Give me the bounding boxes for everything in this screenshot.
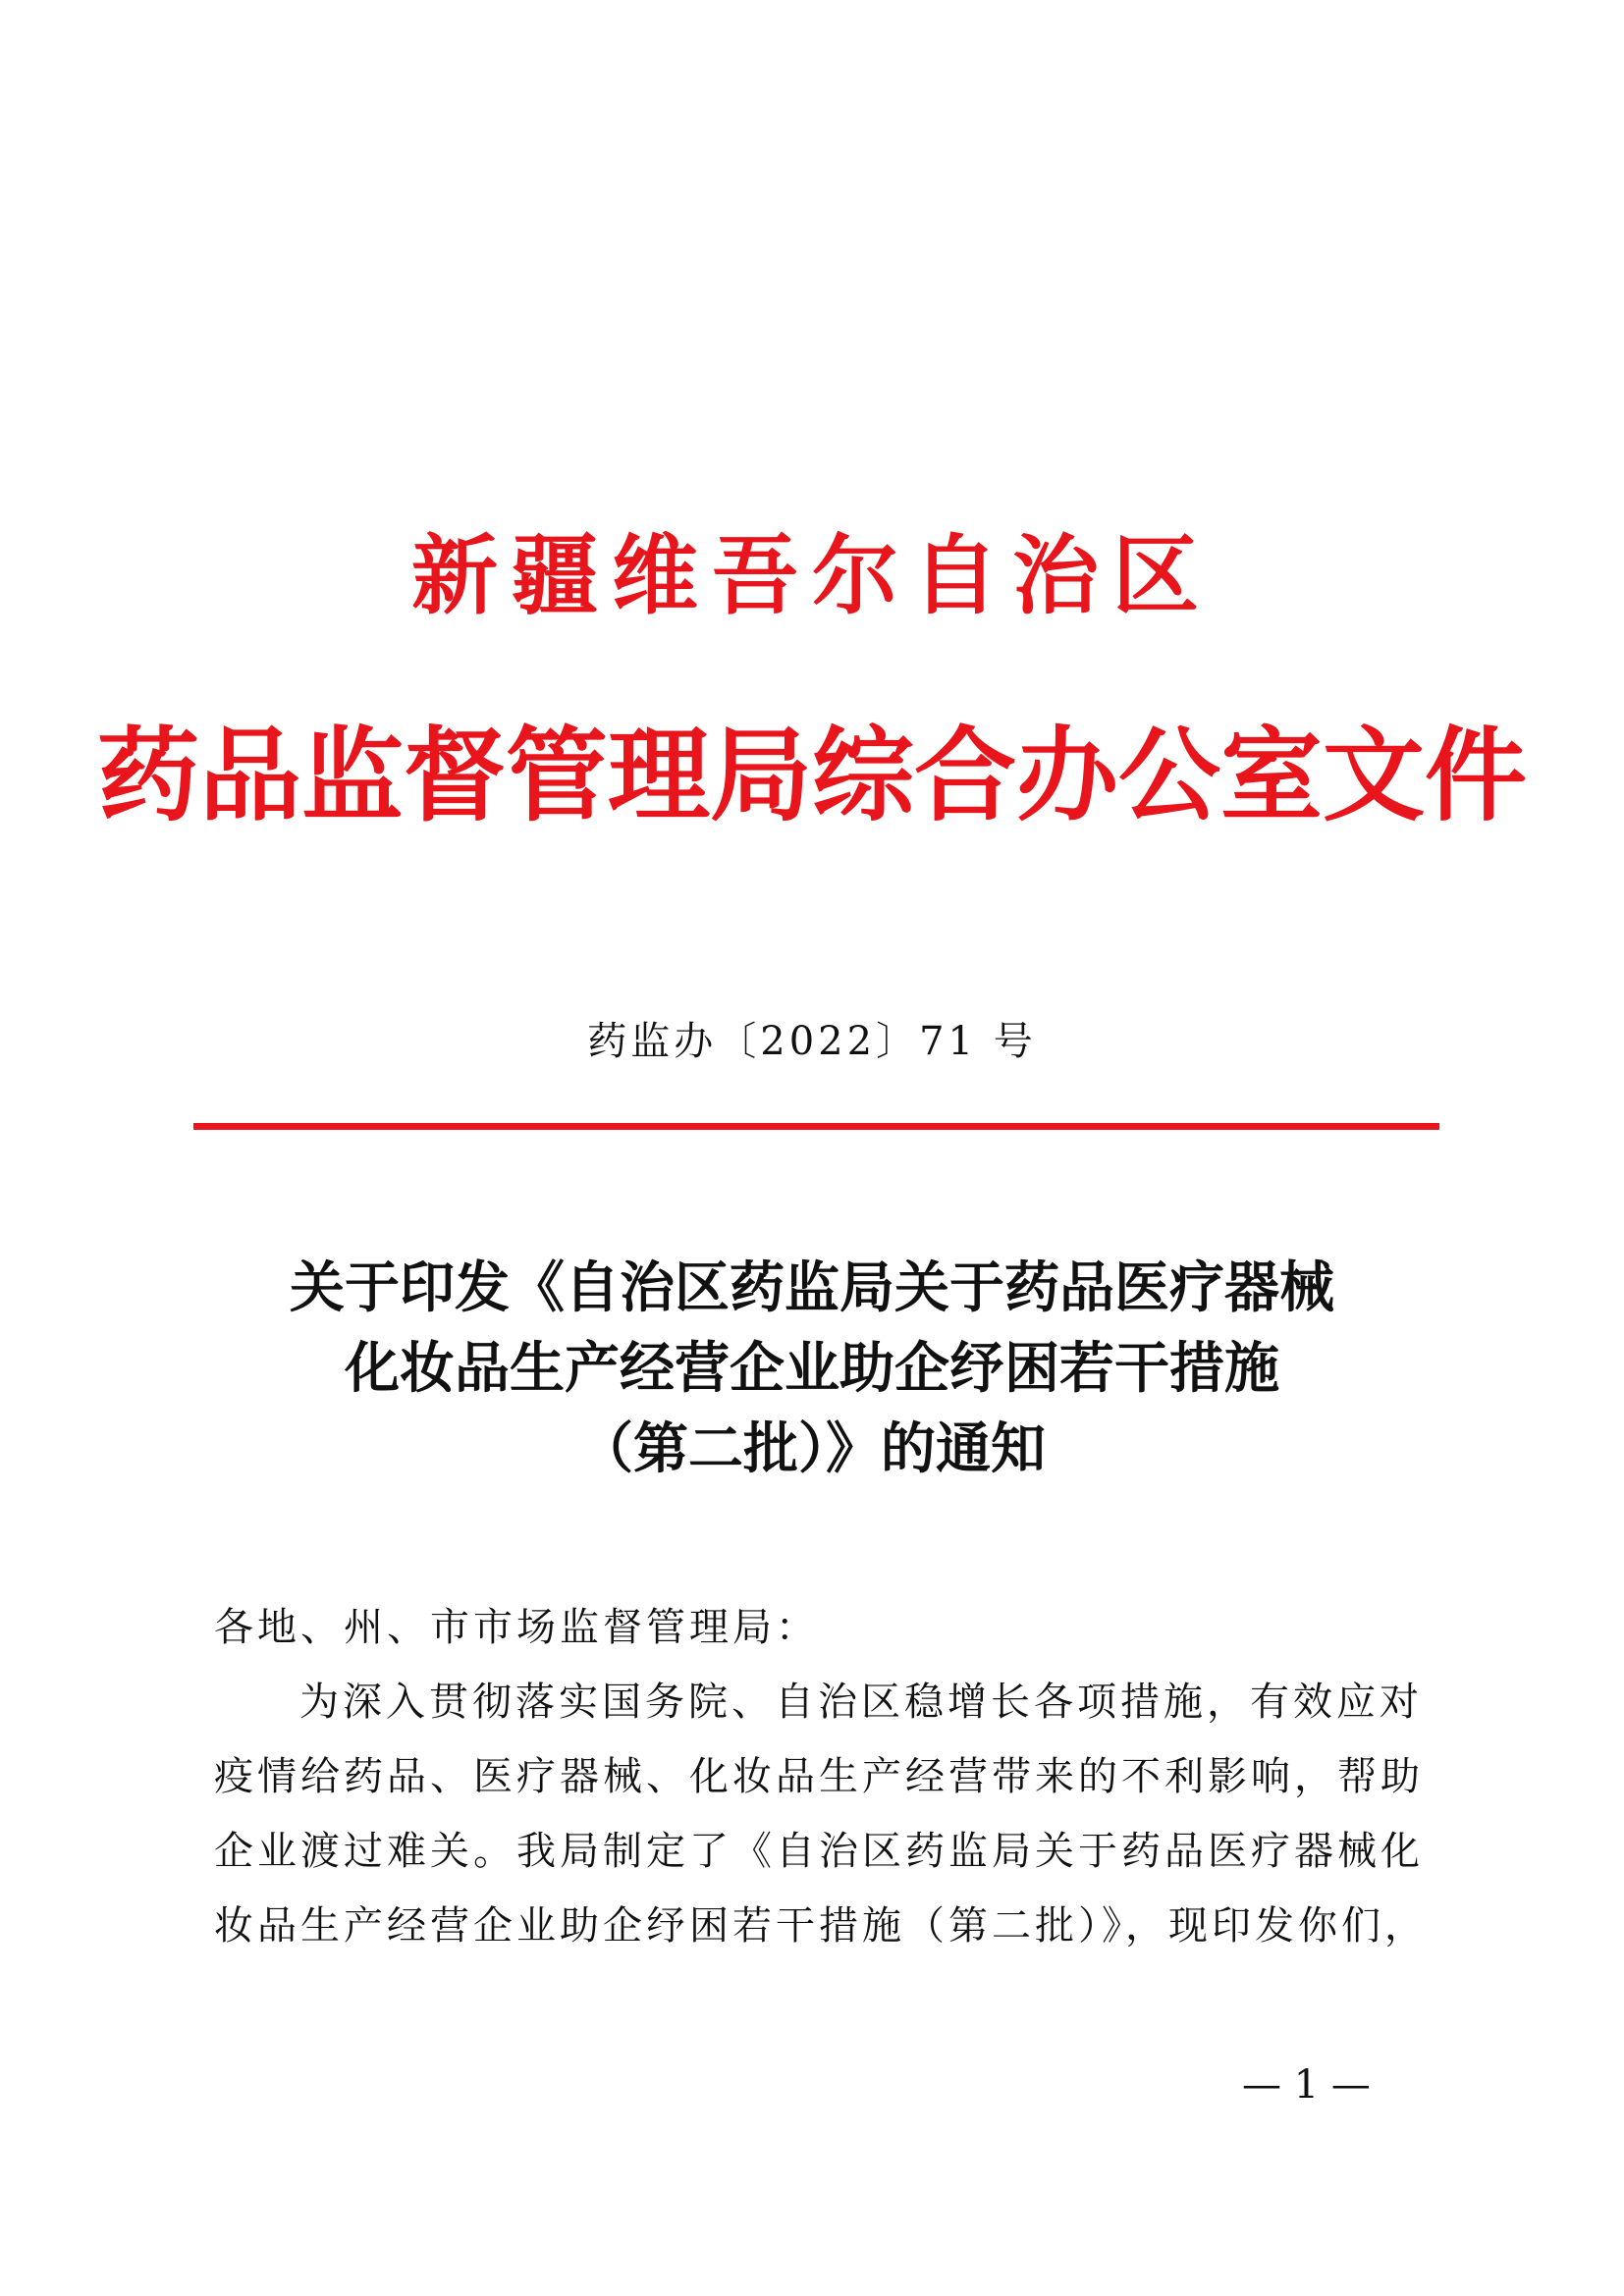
body-text-line: 疫情给药品、医疗器械、化妆品生产经营带来的不利影响，帮助 <box>214 1754 1424 1799</box>
issuer-name-line1: 新疆维吾尔自治区 <box>410 525 1213 626</box>
document-title-line2: 化妆品生产经营企业助企纾困若干措施 <box>345 1337 1279 1401</box>
document-title-line1: 关于印发《自治区药监局关于药品医疗器械 <box>290 1256 1334 1320</box>
page-number: — 1 — <box>1242 2062 1371 2108</box>
body-text-line: 为深入贯彻落实国务院、自治区稳增长各项措施，有效应对 <box>299 1680 1423 1725</box>
issuer-name-line2: 药品监督管理局综合办公室文件 <box>96 716 1527 835</box>
salutation: 各地、州、市市场监督管理局： <box>214 1605 819 1650</box>
body-text-line: 企业渡过难关。我局制定了《自治区药监局关于药品医疗器械化 <box>214 1829 1424 1874</box>
document-number: 药监办〔2022〕71 号 <box>587 1019 1037 1064</box>
body-text-line: 妆品生产经营企业助企纾困若干措施（第二批）》，现印发你们， <box>214 1903 1428 1949</box>
red-divider <box>193 1123 1439 1130</box>
document-title-line3: （第二批）》的通知 <box>578 1417 1046 1481</box>
